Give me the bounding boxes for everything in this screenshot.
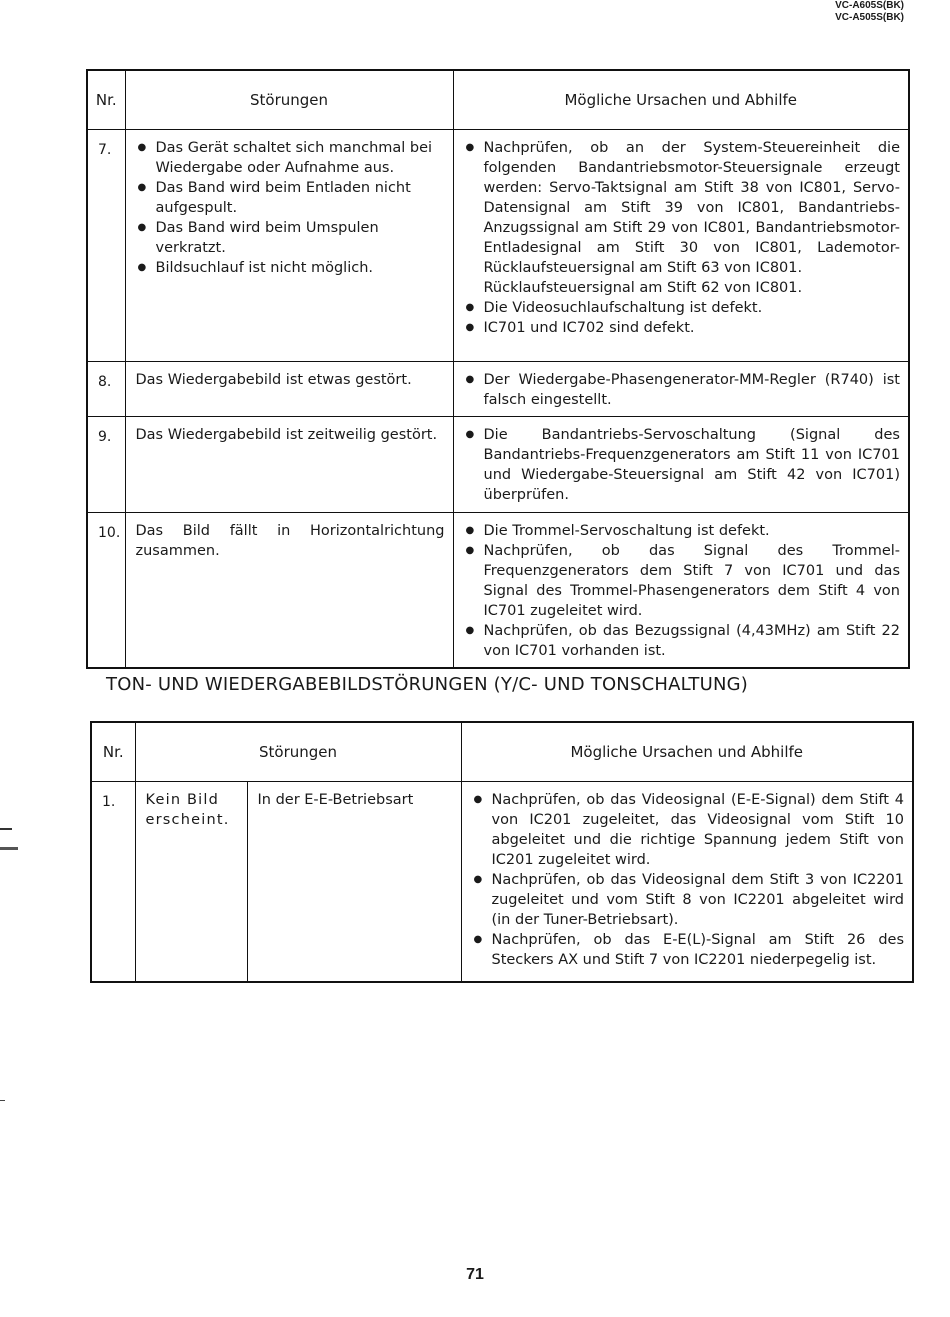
issue-text: Das Wiedergabebild ist etwas gestört.: [135, 372, 412, 388]
page-number: 71: [466, 1266, 484, 1283]
cause-item: ● IC701 und IC702 sind defekt.: [464, 318, 901, 338]
row-number: 1.: [102, 794, 116, 810]
issue-item: ● Bildsuchlauf ist nicht möglich.: [136, 258, 445, 278]
issue-item: ● Das Band wird beim Entladen nicht aufgespult.: [136, 178, 445, 218]
column-header-issue: Störungen: [125, 70, 453, 130]
section-title: TON- UND WIEDERGABEBILDSTÖRUNGEN (Y/C- UND TONSCHALTUNG): [106, 674, 748, 695]
cause-list: [464, 425, 901, 505]
scan-margin-mark: [0, 1100, 5, 1101]
cause-item: ● Nachprüfen, ob das Videosignal (E-E-Signal) dem Stift 4 von IC201 zugeleitet, das Videosignal vom Stift 10 abgeleitet und die richtige Spannung jedem Stift von IC201 zugeleitet wird.: [472, 790, 905, 870]
cause-continuation: Rücklaufsteuersignal am Stift 62 von IC801.: [483, 280, 803, 296]
cause-item: ● Nachprüfen, ob das Signal des Trommel-Frequenzgenerators dem Stift 7 von IC701 und das Signal des Trommel-Phasengenerators dem Stift 4 von IC701 zugeleitet wird.: [464, 541, 901, 621]
troubleshooting-table-1: [86, 69, 910, 669]
cause-list: [464, 138, 901, 338]
cause-item: ● Nachprüfen, ob das Bezugssignal (4,43MHz) am Stift 22 von IC701 vorhanden ist.: [464, 621, 901, 661]
scan-margin-mark: [0, 847, 18, 850]
table-row: [87, 130, 909, 362]
row-number: 7.: [98, 142, 112, 158]
table-row: [91, 782, 913, 982]
row-number: 8.: [98, 374, 112, 390]
column-header-nr: Nr.: [87, 70, 125, 130]
column-header-issue: Störungen: [135, 722, 461, 782]
scan-margin-mark: [0, 828, 12, 830]
model-code-2: VC-A505S(BK): [835, 12, 904, 23]
issue-list: [136, 138, 445, 278]
table-row: [87, 513, 909, 669]
table-header-row: [87, 70, 909, 130]
row-number: 10.: [98, 525, 121, 541]
issue-text: Kein Bild erscheint.: [145, 792, 230, 828]
cause-list: [464, 521, 901, 661]
issue-item: ● Das Gerät schaltet sich manchmal bei Wiedergabe oder Aufnahme aus.: [136, 138, 445, 178]
cause-list: [464, 370, 901, 410]
cause-item: ● Die Trommel-Servoschaltung ist defekt.: [464, 521, 901, 541]
cause-item: [464, 138, 901, 298]
issue-text: Das Wiedergabebild ist zeitweilig gestört.: [135, 427, 438, 443]
model-code-header: [704, 0, 904, 24]
table-header-row: [91, 722, 913, 782]
issue-item: ● Das Band wird beim Umspulen verkratzt.: [136, 218, 445, 258]
table-row: [87, 417, 909, 513]
row-number: 9.: [98, 429, 112, 445]
cause-item: ● Nachprüfen, ob das Videosignal dem Stift 3 von IC2201 zugeleitet und vom Stift 8 von IC2201 abgeleitet wird (in der Tuner-Betriebsart).: [472, 870, 905, 930]
cause-item: ● Nachprüfen, ob das E-E(L)-Signal am Stift 26 des Steckers AX und Stift 7 von IC2201 niederpegelig ist.: [472, 930, 905, 970]
cause-list: [472, 790, 905, 970]
condition-text: In der E-E-Betriebsart: [257, 792, 414, 808]
table-row: [87, 362, 909, 417]
column-header-nr: Nr.: [91, 722, 135, 782]
column-header-cause: Mögliche Ursachen und Abhilfe: [461, 722, 913, 782]
cause-text: Nachprüfen, ob an der System-Steuereinheit die folgenden Bandantriebsmotor-Steuersignale erzeugt werden: Servo-Taktsignal am Stift 38 von IC801, Servo-Datensignal am Stift 39 von IC801, Bandantriebs-Anzugssignal am Stift 29 von IC801, Bandantriebsmotor-Entladesignal am Stift 30 von IC801, Lademotor-Rücklaufsteuersignal am Stift 63 von IC801.: [483, 140, 900, 276]
model-code-1: VC-A605S(BK): [835, 0, 904, 11]
column-header-cause: Mögliche Ursachen und Abhilfe: [453, 70, 909, 130]
cause-item: ● Der Wiedergabe-Phasengenerator-MM-Regler (R740) ist falsch eingestellt.: [464, 370, 901, 410]
cause-item: ● Die Bandantriebs-Servoschaltung (Signal des Bandantriebs-Frequenzgenerators am Stift 11 von IC701 und Wiedergabe-Steuersignal am Stift 42 von IC701) überprüfen.: [464, 425, 901, 505]
issue-text: Das Bild fällt in Horizontalrichtung zusammen.: [135, 523, 445, 559]
cause-item: ● Die Videosuchlaufschaltung ist defekt.: [464, 298, 901, 318]
troubleshooting-table-2: [90, 721, 914, 983]
